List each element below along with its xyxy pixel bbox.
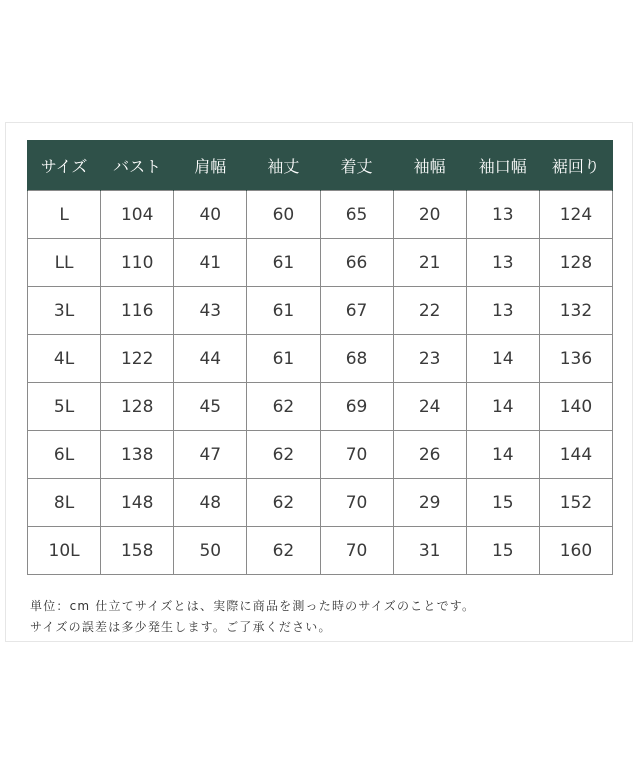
table-cell: 22 xyxy=(393,287,466,335)
table-cell: 4L xyxy=(28,335,101,383)
table-cell: 122 xyxy=(101,335,174,383)
header-size: サイズ xyxy=(28,140,101,191)
table-row xyxy=(28,287,613,335)
table-cell: 160 xyxy=(539,527,612,575)
table-cell: 62 xyxy=(247,431,320,479)
table-cell: 3L xyxy=(28,287,101,335)
header-shoulder-width: 肩幅 xyxy=(174,140,247,191)
table-cell: 26 xyxy=(393,431,466,479)
header-body-length: 着丈 xyxy=(320,140,393,191)
table-cell: 128 xyxy=(539,239,612,287)
table-cell: 124 xyxy=(539,191,612,239)
table-row xyxy=(28,527,613,575)
table-cell: 45 xyxy=(174,383,247,431)
table-cell: 110 xyxy=(101,239,174,287)
table-cell: 14 xyxy=(466,335,539,383)
table-cell: 43 xyxy=(174,287,247,335)
table-cell: 5L xyxy=(28,383,101,431)
table-cell: 69 xyxy=(320,383,393,431)
header-cuff-width: 袖口幅 xyxy=(466,140,539,191)
table-cell: 10L xyxy=(28,527,101,575)
table-cell: 47 xyxy=(174,431,247,479)
table-cell: 13 xyxy=(466,287,539,335)
table-header-row xyxy=(28,140,613,191)
header-sleeve-length: 袖丈 xyxy=(247,140,320,191)
table-cell: 62 xyxy=(247,527,320,575)
table-cell: 68 xyxy=(320,335,393,383)
table-cell: 15 xyxy=(466,479,539,527)
table-cell: 65 xyxy=(320,191,393,239)
table-cell: 152 xyxy=(539,479,612,527)
table-cell: 21 xyxy=(393,239,466,287)
table-cell: 15 xyxy=(466,527,539,575)
table-row xyxy=(28,191,613,239)
table-cell: 104 xyxy=(101,191,174,239)
header-hem-circumference: 裾回り xyxy=(539,140,612,191)
table-cell: 13 xyxy=(466,239,539,287)
note-line-unit: 単位：cm 仕立てサイズとは、実際に商品を測った時のサイズのことです。 xyxy=(30,599,476,613)
table-cell: 70 xyxy=(320,431,393,479)
header-bust: バスト xyxy=(101,140,174,191)
table-cell: 48 xyxy=(174,479,247,527)
table-cell: 70 xyxy=(320,479,393,527)
table-cell: 144 xyxy=(539,431,612,479)
table-row xyxy=(28,239,613,287)
table-cell: 29 xyxy=(393,479,466,527)
table-cell: 6L xyxy=(28,431,101,479)
table-cell: LL xyxy=(28,239,101,287)
table-cell: 40 xyxy=(174,191,247,239)
table-cell: 116 xyxy=(101,287,174,335)
table-cell: 61 xyxy=(247,287,320,335)
table-cell: 14 xyxy=(466,383,539,431)
table-cell: 128 xyxy=(101,383,174,431)
table-row xyxy=(28,431,613,479)
header-sleeve-width: 袖幅 xyxy=(393,140,466,191)
table-cell: 23 xyxy=(393,335,466,383)
table-cell: 136 xyxy=(539,335,612,383)
table-cell: 41 xyxy=(174,239,247,287)
table-cell: 8L xyxy=(28,479,101,527)
table-cell: 61 xyxy=(247,335,320,383)
table-cell: 62 xyxy=(247,479,320,527)
table-cell: 138 xyxy=(101,431,174,479)
size-note xyxy=(30,596,630,638)
table-cell: 50 xyxy=(174,527,247,575)
table-cell: 67 xyxy=(320,287,393,335)
table-cell: 66 xyxy=(320,239,393,287)
table-cell: 44 xyxy=(174,335,247,383)
table-cell: 14 xyxy=(466,431,539,479)
table-cell: 60 xyxy=(247,191,320,239)
table-cell: 132 xyxy=(539,287,612,335)
table-cell: 31 xyxy=(393,527,466,575)
table-row xyxy=(28,383,613,431)
table-cell: 20 xyxy=(393,191,466,239)
table-cell: 24 xyxy=(393,383,466,431)
table-cell: 62 xyxy=(247,383,320,431)
table-cell: 13 xyxy=(466,191,539,239)
table-cell: 61 xyxy=(247,239,320,287)
table-cell: 158 xyxy=(101,527,174,575)
table-cell: 140 xyxy=(539,383,612,431)
size-table xyxy=(27,140,613,575)
table-row xyxy=(28,479,613,527)
table-row xyxy=(28,335,613,383)
table-cell: 148 xyxy=(101,479,174,527)
table-cell: L xyxy=(28,191,101,239)
table-cell: 70 xyxy=(320,527,393,575)
note-line-tolerance: サイズの誤差は多少発生します。ご了承ください。 xyxy=(30,620,332,634)
